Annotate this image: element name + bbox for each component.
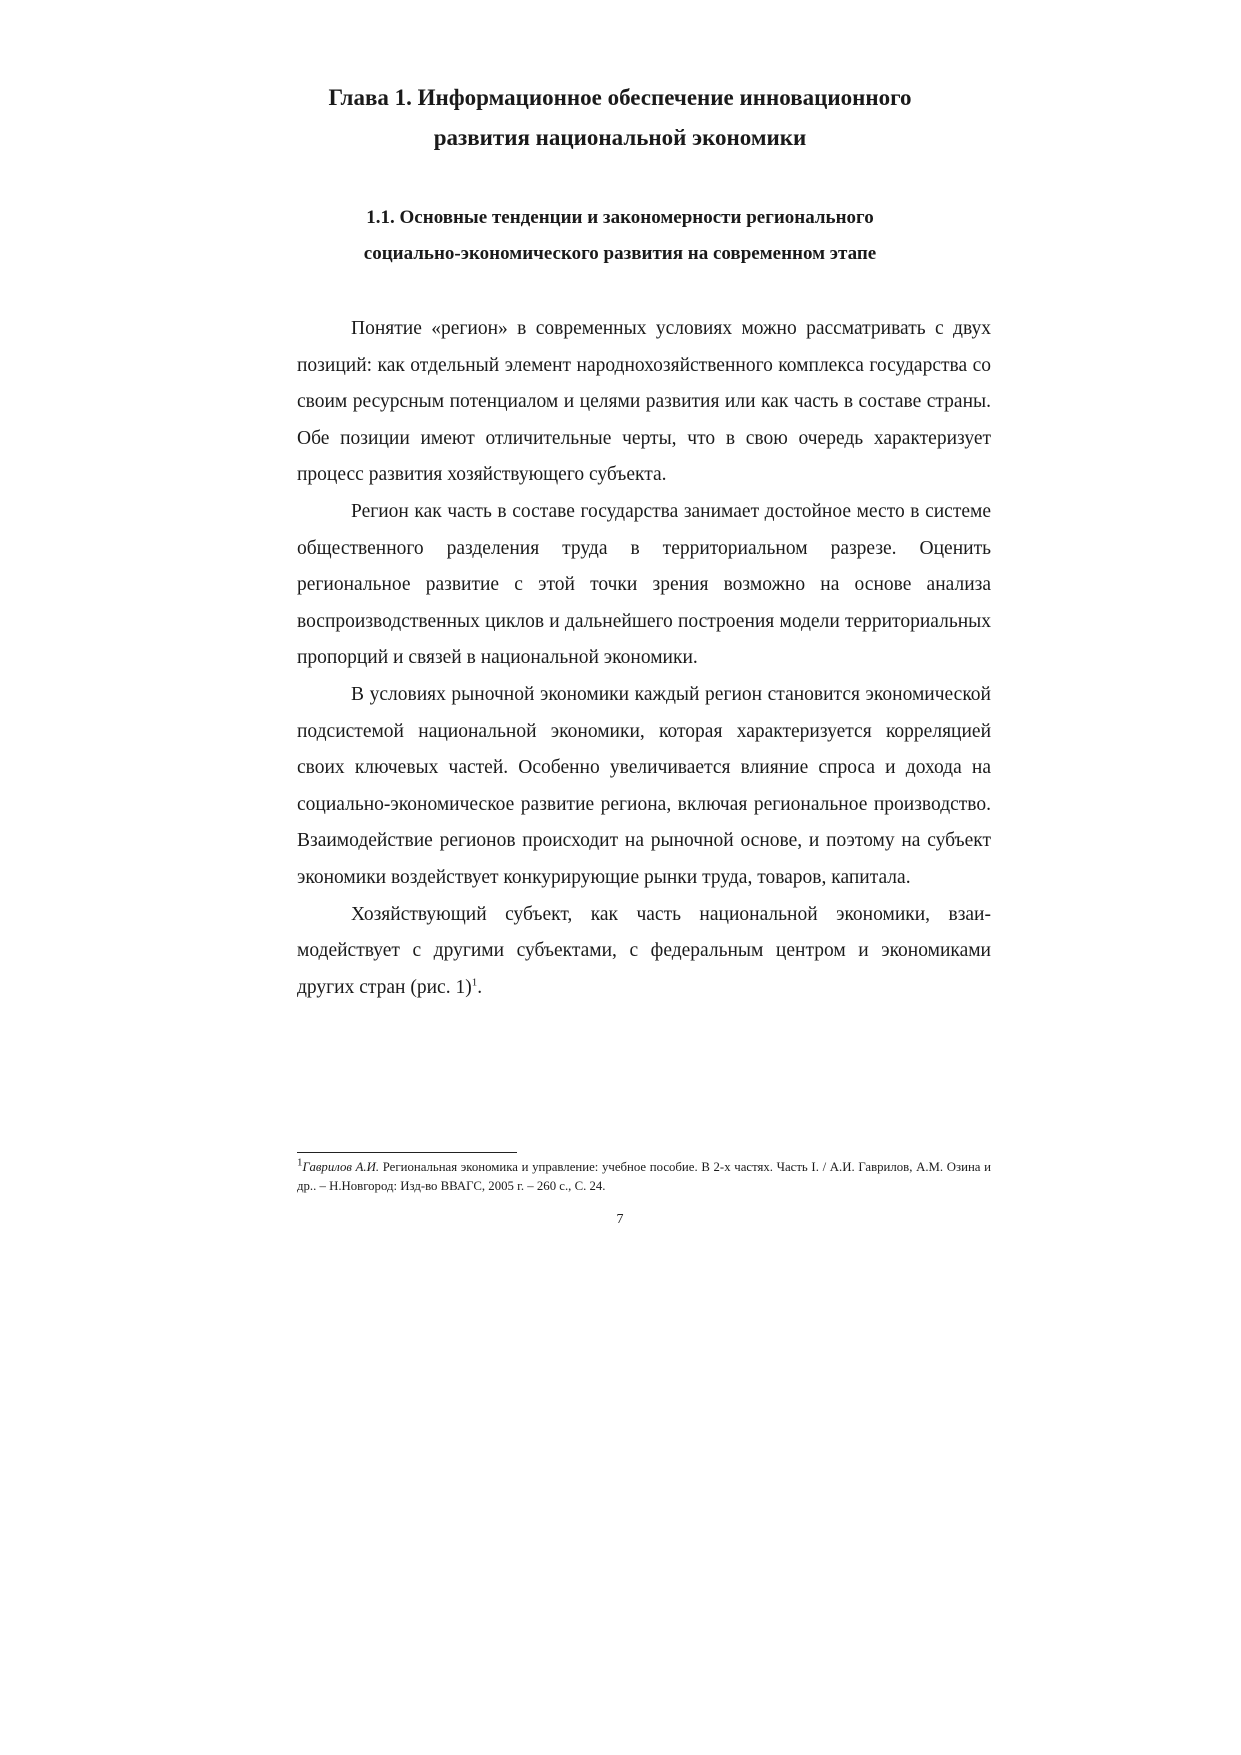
- body-text: [297, 311, 991, 1006]
- chapter-title-line-1: Глава 1. Информационное обеспечение инновационного: [328, 85, 912, 110]
- footnote-reference[interactable]: 1: [471, 976, 478, 989]
- section-title: [240, 200, 1000, 272]
- footnote-author: Гаврилов А.И.: [302, 1160, 380, 1174]
- section-title-line-2: социально-экономического развития на современном этапе: [363, 243, 877, 264]
- footnote: [297, 1158, 991, 1196]
- footnote-marker: 1: [297, 1156, 303, 1169]
- footnote-text: Региональная экономика и управление: учебное пособие. В 2-х частях. Часть I. / А.И. Гаврилов, А.М. Озина и др.. – Н.Новгород: Изд-во ВВАГС, 2005 г. – 260 с., С. 24.: [297, 1160, 991, 1193]
- chapter-title: [240, 78, 1000, 158]
- section-title-line-1: 1.1. Основные тенденции и закономерности регионального: [366, 207, 874, 228]
- paragraph-2: Регион как часть в составе государства занимает достойное место в системе общественного разделения труда в территориальном разрезе. Оценить региональное развитие с этой точки зрения возможно на основе анализа воспроизводственных циклов и дальнейшего построения модели территориальных пропорций и связей в национальной экономики.: [297, 500, 991, 669]
- chapter-title-line-2: развития национальной экономики: [433, 125, 807, 150]
- paragraph-4: [297, 897, 991, 1007]
- paragraph-3: В условиях рыночной экономики каждый регион становится экономической подсистемой национальной экономики, которая характеризуется корреляцией своих ключевых частей. Особенно увеличивается влияние спроса и дохода на социально-экономическое развитие региона, включая региональное производство. Взаимодействие регионов происходит на рыночной основе, и поэтому на субъект экономики воздействует конкурирующие рынки труда, товаров, капитала.: [297, 683, 991, 888]
- page-number: 7: [616, 1212, 624, 1227]
- footnote-divider: [297, 1152, 517, 1153]
- paragraph-1: Понятие «регион» в современных условиях можно рассматривать с двух позиций: как отдельный элемент народнохозяйственного комплекса государства со своим ресурсным потенциалом и целями развития или как часть в составе страны. Обе позиции имеют отличительные черты, что в свою очередь характеризует процесс развития хозяйствующего субъекта.: [297, 318, 991, 486]
- paragraph-4-text: Хозяйствующий субъект, как часть национальной экономики, взаимодействует с другими субъектами, с федеральным центром и экономиками других стран (рис. 1): [297, 903, 991, 998]
- paragraph-4-end: .: [477, 976, 483, 998]
